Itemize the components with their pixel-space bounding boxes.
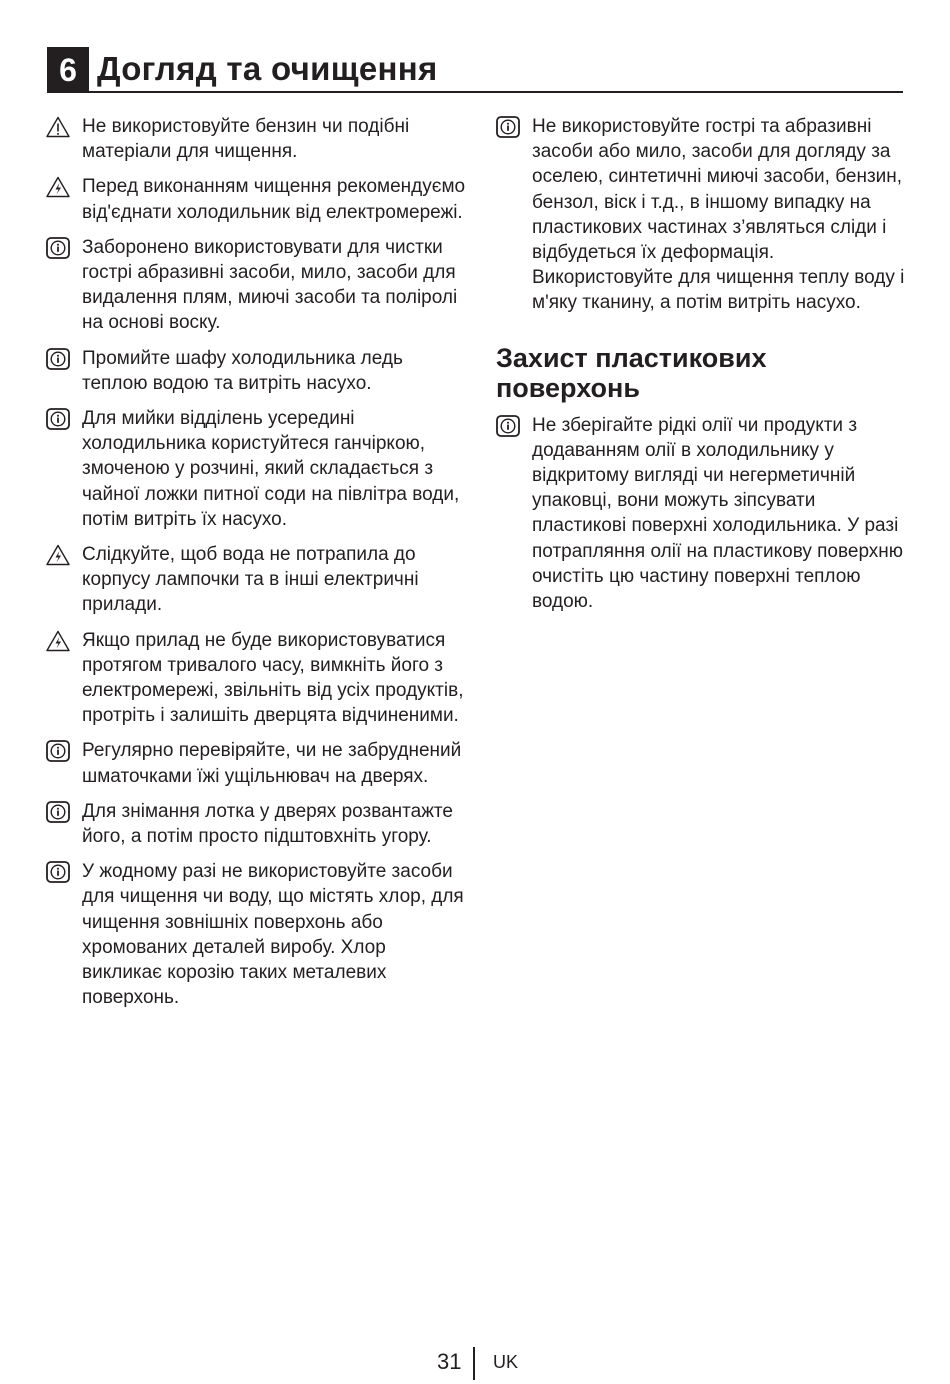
chapter-title: Догляд та очищення bbox=[97, 50, 438, 87]
instruction-text: Для мийки відділень усередині холодильника користуйтеся ганчіркою, змоченою у розчині, який складається з чайної ложки питної соди на півлітра води, потім витріть їх насухо. bbox=[82, 408, 460, 530]
instruction-text: Якщо прилад не буде використовуватися протягом тривалого часу, вимкніть його з електромережі, звільніть від усіх продуктів, протріть і залишіть дверцята відчиненими. bbox=[82, 629, 464, 727]
chapter-header bbox=[47, 47, 903, 93]
instruction-item bbox=[46, 114, 466, 164]
page-number: 31 bbox=[437, 1349, 462, 1374]
electric-warning-icon bbox=[46, 630, 70, 652]
info-icon bbox=[496, 116, 520, 138]
right-column bbox=[496, 114, 906, 624]
electric-warning-icon bbox=[46, 176, 70, 198]
instruction-text: Перед виконанням чищення рекомендуємо від'єднати холодильник від електромережі. bbox=[82, 176, 466, 223]
language-code: UK bbox=[493, 1352, 519, 1372]
instruction-text: Не використовуйте гострі та абразивні засоби або мило, засоби для догляду за оселею, синтетичні миючі засоби, бензин, бензол, віск і т.д., в іншому випадку на пластикових частинах з’являться сліди і відбудеться їх деформація. Використовуйте для чищення теплу воду і м'яку тканину, а потім витріть насухо. bbox=[532, 116, 905, 314]
instruction-item bbox=[46, 628, 466, 729]
info-icon bbox=[46, 861, 70, 883]
instruction-item bbox=[46, 174, 466, 224]
section-title: Захист пластикових поверхонь bbox=[496, 342, 767, 403]
instruction-text: Регулярно перевіряйте, чи не забруднений шматочками їжі ущільнювач на дверях. bbox=[82, 740, 462, 787]
electric-warning-icon bbox=[46, 544, 70, 566]
instruction-text: Не зберігайте рідкі олії чи продукти з додаванням олії в холодильнику у відкритому вигляді чи негерметичній упаковці, вони можуть зіпсувати пластикові поверхні холодильника. У разі потрапляння олії на пластикову поверхню очистіть цю частину поверхні теплою водою. bbox=[532, 414, 904, 613]
left-column bbox=[46, 114, 466, 1021]
instruction-item bbox=[46, 859, 466, 1010]
info-icon bbox=[46, 408, 70, 430]
info-icon bbox=[46, 237, 70, 259]
instruction-text: Не використовуйте бензин чи подібні матеріали для чищення. bbox=[82, 116, 410, 163]
warning-icon bbox=[46, 116, 70, 138]
header-rule bbox=[47, 91, 903, 93]
instruction-item bbox=[46, 406, 466, 532]
instruction-item bbox=[496, 114, 906, 316]
instruction-item bbox=[46, 346, 466, 396]
chapter-number: 6 bbox=[47, 47, 89, 93]
instruction-text: Промийте шафу холодильника ледь теплою водою та витріть насухо. bbox=[82, 347, 403, 394]
instruction-text: Слідкуйте, щоб вода не потрапила до корпусу лампочки та в інші електричні прилади. bbox=[82, 544, 419, 616]
page-footer bbox=[0, 1347, 950, 1383]
instruction-text: Для знімання лотка у дверях розвантажте його, а потім просто підштовхніть угору. bbox=[82, 800, 453, 848]
instruction-text: Заборонено використовувати для чистки гострі абразивні засоби, мило, засоби для видалення плям, миючі засоби та поліролі на основі воску. bbox=[82, 236, 458, 334]
instruction-item bbox=[46, 542, 466, 618]
instruction-item bbox=[46, 235, 466, 336]
instruction-text: У жодному разі не використовуйте засоби для чищення чи воду, що містять хлор, для чищення зовнішніх поверхонь або хромованих деталей виробу. Хлор викликає корозію таких металевих поверхонь. bbox=[82, 861, 464, 1009]
info-icon bbox=[46, 740, 70, 762]
instruction-item bbox=[496, 413, 906, 615]
info-icon bbox=[46, 801, 70, 823]
info-icon bbox=[46, 348, 70, 370]
instruction-item bbox=[46, 738, 466, 788]
instruction-item bbox=[46, 799, 466, 849]
footer-divider bbox=[473, 1347, 475, 1380]
info-icon bbox=[496, 415, 520, 437]
